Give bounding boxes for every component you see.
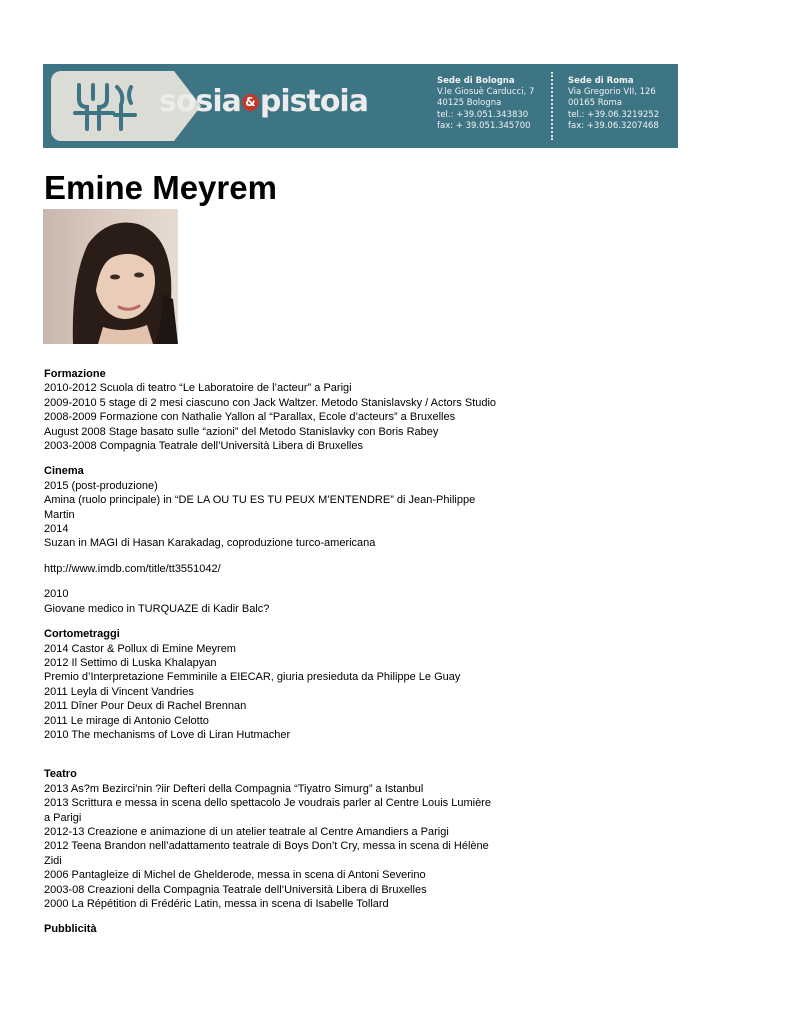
cv-line: 2011 Dîner Pour Deux di Rachel Brennan (44, 700, 247, 713)
office-bologna-city: 40125 Bologna (437, 98, 502, 109)
office-roma-fax: fax: +39.06.3207468 (568, 120, 659, 131)
cv-line: 2015 (post-produzione) (44, 479, 158, 492)
brand-ampersand: & (242, 94, 259, 111)
office-bologna-fax: fax: + 39.051.345700 (437, 120, 531, 131)
cv-line: 2009-2010 5 stage di 2 mesi ciascuno con Jack Waltzer. Metodo Stanislavsky / Actors Studio (44, 396, 497, 409)
section-title-teatro: Teatro (44, 768, 77, 781)
cv-line: 2010-2012 Scuola di teatro “Le Laboratoire de l’acteur” a Parigi (44, 382, 352, 395)
cv-line: 2010 The mechanisms of Love di Liran Hutmacher (44, 728, 291, 741)
cv-line: 2008-2009 Formazione con Nathalie Yallon al “Parallax, Ecole d’acteurs” a Bruxelles (44, 411, 456, 424)
cv-line: 2011 Leyla di Vincent Vandries (44, 685, 194, 698)
brand-wordmark: sosia & pistoia (159, 84, 368, 119)
office-roma-address: Via Gregorio VII, 126 (568, 87, 656, 98)
section-title-cinema: Cinema (44, 465, 84, 478)
cv-line: 2012-13 Creazione e animazione di un atelier teatrale al Centre Amandiers a Parigi (44, 825, 449, 838)
cv-line: 2013 Scrittura e messa in scena dello spettacolo Je voudrais parler al Centre Louis Lumière (44, 797, 491, 810)
cv-line: 2010 (44, 588, 69, 601)
cv-line: Premio d’Interpretazione Femminile a EIECAR, giuria presieduta da Philippe Le Guay (44, 671, 461, 684)
cv-line: 2011 Le mirage di Antonio Celotto (44, 714, 209, 727)
office-roma-city: 00165 Roma (568, 98, 622, 109)
section-title-formazione: Formazione (44, 368, 106, 380)
headshot-photo (43, 209, 178, 344)
office-roma-tel: tel.: +39.06.3219252 (568, 109, 660, 120)
cv-content (44, 367, 744, 937)
cv-line: 2013 As?m Bezirci’nin ?iir Defteri della Compagnia “Tiyatro Simurg” a Istanbul (44, 782, 424, 795)
office-roma-title: Sede di Roma (568, 76, 634, 86)
office-bologna-address: V.le Giosuè Carducci, 7 (437, 87, 535, 98)
person-name: Emine Meyrem (44, 169, 277, 206)
cv-line: 2012 Teena Brandon nell’adattamento teatrale di Boys Don’t Cry, messa in scena di Hélène (44, 840, 489, 853)
imdb-link[interactable]: http://www.imdb.com/title/tt3551042/ (44, 562, 221, 575)
office-roma (568, 76, 659, 132)
cv-line: 2014 Castor & Pollux di Emine Meyrem (44, 642, 236, 655)
headshot-illustration (43, 209, 178, 344)
section-title-cortometraggi: Cortometraggi (44, 628, 120, 641)
cv-line: Suzan in MAGI di Hasan Karakadag, coproduzione turco-americana (44, 537, 376, 550)
cv-line: 2003-08 Creazioni della Compagnia Teatrale dell’Università Libera di Bruxelles (44, 883, 427, 896)
cv-line: 2014 (44, 523, 69, 536)
cv-line: 2003-2008 Compagnia Teatrale dell’Università Libera di Bruxelles (44, 440, 363, 453)
cv-line: Martin (44, 508, 75, 521)
agency-header (43, 64, 678, 148)
office-bologna (437, 76, 534, 132)
cv-line: Zidi (44, 854, 62, 867)
office-divider (551, 72, 553, 140)
cv-line: 2012 Il Settimo di Luska Khalapyan (44, 656, 217, 669)
section-title-pubblicita: Pubblicità (44, 923, 97, 936)
cv-line: 2006 Pantagleize di Michel de Ghelderode, messa in scena di Antoni Severino (44, 869, 426, 882)
office-bologna-tel: tel.: +39.051.343830 (437, 109, 529, 120)
office-bologna-title: Sede di Bologna (437, 76, 515, 86)
cv-line: 2000 La Répétition di Frédéric Latin, messa in scena di Isabelle Tollard (44, 898, 389, 910)
trident-logo-icon (73, 81, 141, 133)
cv-line: Amina (ruolo principale) in “DE LA OU TU ES TU PEUX M’ENTENDRE” di Jean-Philippe (44, 494, 476, 507)
cv-line: Giovane medico in TURQUAZE di Kadir Balc? (44, 602, 270, 615)
cv-line: August 2008 Stage basato sulle “azioni” del Metodo Stanislavky con Boris Rabey (44, 425, 439, 438)
cv-line: a Parigi (44, 811, 82, 824)
